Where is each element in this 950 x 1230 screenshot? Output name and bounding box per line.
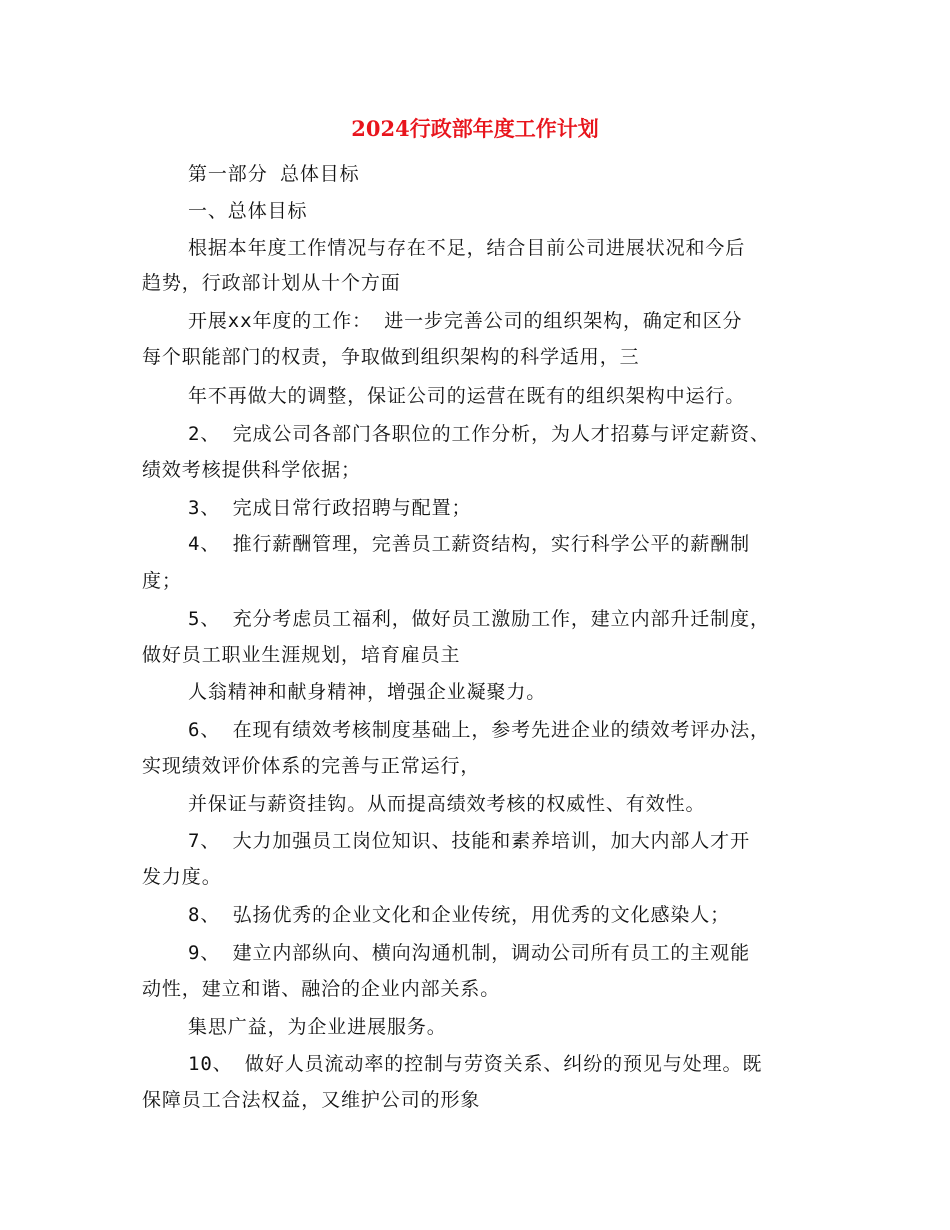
list-item-10: 10、 做好人员流动率的控制与劳资关系、纠纷的预见与处理。既 — [188, 1053, 763, 1075]
paragraph-line: 根据本年度工作情况与存在不足，结合目前公司进展状况和今后 — [188, 237, 746, 259]
paragraph-line: 年不再做大的调整，保证公司的运营在既有的组织架构中运行。 — [188, 385, 746, 407]
list-item-3: 3、 完成日常行政招聘与配置； — [188, 497, 472, 519]
subsection-heading: 一、总体目标 — [188, 200, 308, 222]
list-item-5-cont: 人翁精神和献身精神，增强企业凝聚力。 — [188, 681, 547, 703]
section-heading: 第一部分 总体目标 — [188, 163, 360, 185]
list-item-6: 6、 在现有绩效考核制度基础上，参考先进企业的绩效考评办法， — [188, 719, 770, 741]
paragraph-line: 每个职能部门的权责，争取做到组织架构的科学适用，三 — [142, 346, 640, 368]
paragraph-line: 集思广益，为企业进展服务。 — [188, 1016, 447, 1038]
list-item-6-cont: 实现绩效评价体系的完善与正常运行， — [142, 755, 481, 777]
list-item-7: 7、 大力加强员工岗位知识、技能和素养培训，加大内部人才开 — [188, 830, 750, 852]
list-item-9-cont: 动性，建立和谐、融洽的企业内部关系。 — [142, 978, 501, 1000]
paragraph-line: 开展xx年度的工作： 进一步完善公司的组织架构，确定和区分 — [188, 310, 743, 332]
list-item-6-cont: 并保证与薪资挂钩。从而提高绩效考核的权威性、有效性。 — [188, 793, 706, 815]
document-title: 2024行政部年度工作计划 — [351, 116, 599, 141]
list-item-4: 4、 推行薪酬管理，完善员工薪资结构，实行科学公平的薪酬制 — [188, 533, 750, 555]
list-item-2: 2、 完成公司各部门各职位的工作分析，为人才招募与评定薪资、 — [188, 423, 770, 445]
list-item-9: 9、 建立内部纵向、横向沟通机制，调动公司所有员工的主观能 — [188, 942, 750, 964]
list-item-7-cont: 发力度。 — [142, 866, 222, 888]
paragraph-line: 趋势，行政部计划从十个方面 — [142, 272, 401, 294]
list-item-10-cont: 保障员工合法权益，又维护公司的形象 — [142, 1089, 481, 1111]
list-item-5-cont: 做好员工职业生涯规划，培育雇员主 — [142, 644, 461, 666]
list-item-8: 8、 弘扬优秀的企业文化和企业传统，用优秀的文化感染人； — [188, 904, 731, 926]
list-item-2-cont: 绩效考核提供科学依据； — [142, 459, 361, 481]
list-item-5: 5、 充分考虑员工福利，做好员工激励工作，建立内部升迁制度， — [188, 608, 770, 630]
list-item-4-cont: 度； — [142, 570, 182, 592]
